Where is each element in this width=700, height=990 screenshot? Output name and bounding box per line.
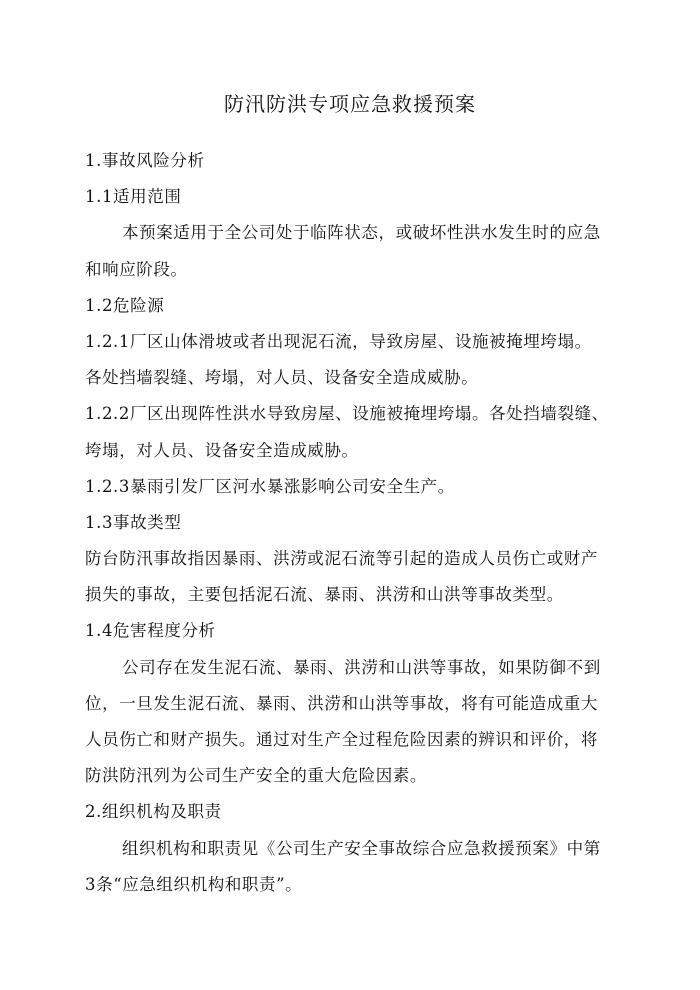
paragraph-line: 1.2.1厂区山体滑坡或者出现泥石流，导致房屋、设施被掩埋垮塌。 bbox=[85, 331, 592, 351]
document-title: 防汛防洪专项应急救援预案 bbox=[224, 92, 476, 116]
subsection-heading: 1.2危险源 bbox=[85, 295, 165, 315]
paragraph-line: 各处挡墙裂缝、垮塌，对人员、设备安全造成威胁。 bbox=[85, 368, 479, 388]
paragraph-line: 防洪防汛列为公司生产安全的重大危险因素。 bbox=[85, 766, 427, 786]
section-heading: 2.组织机构及职责 bbox=[85, 802, 222, 822]
section-heading: 1.事故风险分析 bbox=[85, 151, 205, 170]
subsection-heading: 1.4危害程度分析 bbox=[85, 621, 216, 641]
paragraph-line: 损失的事故，主要包括泥石流、暴雨、洪涝和山洪等事故类型。 bbox=[85, 585, 564, 605]
paragraph-line: 公司存在发生泥石流、暴雨、洪涝和山洪等事故，如果防御不到 bbox=[122, 657, 601, 677]
paragraph-line: 本预案适用于全公司处于临阵状态，或破坏性洪水发生时的应急 bbox=[122, 223, 601, 243]
subsection-heading: 1.1适用范围 bbox=[85, 187, 182, 207]
paragraph-line: 位，一旦发生泥石流、暴雨、洪涝和山洪等事故，将有可能造成重大 bbox=[85, 693, 598, 713]
paragraph-line: 1.2.3暴雨引发厂区河水暴涨影响公司安全生产。 bbox=[85, 476, 455, 496]
paragraph-line: 人员伤亡和财产损失。通过对生产全过程危险因素的辨识和评价，将 bbox=[85, 730, 598, 749]
subsection-heading: 1.3事故类型 bbox=[85, 512, 182, 532]
paragraph-line: 组织机构和职责见《公司生产安全事故综合应急救援预案》中第 bbox=[122, 838, 601, 858]
paragraph-line: 防台防汛事故指因暴雨、洪涝或泥石流等引起的造成人员伤亡或财产 bbox=[85, 549, 598, 569]
document-body bbox=[85, 143, 617, 903]
paragraph-line: 垮塌，对人员、设备安全造成威胁。 bbox=[85, 440, 359, 460]
paragraph-line: 3条“应急组织机构和职责”。 bbox=[85, 874, 303, 894]
paragraph-line: 和响应阶段。 bbox=[85, 259, 188, 279]
paragraph-line: 1.2.2厂区出现阵性洪水导致房屋、设施被掩埋垮塌。各处挡墙裂缝、 bbox=[85, 404, 609, 424]
